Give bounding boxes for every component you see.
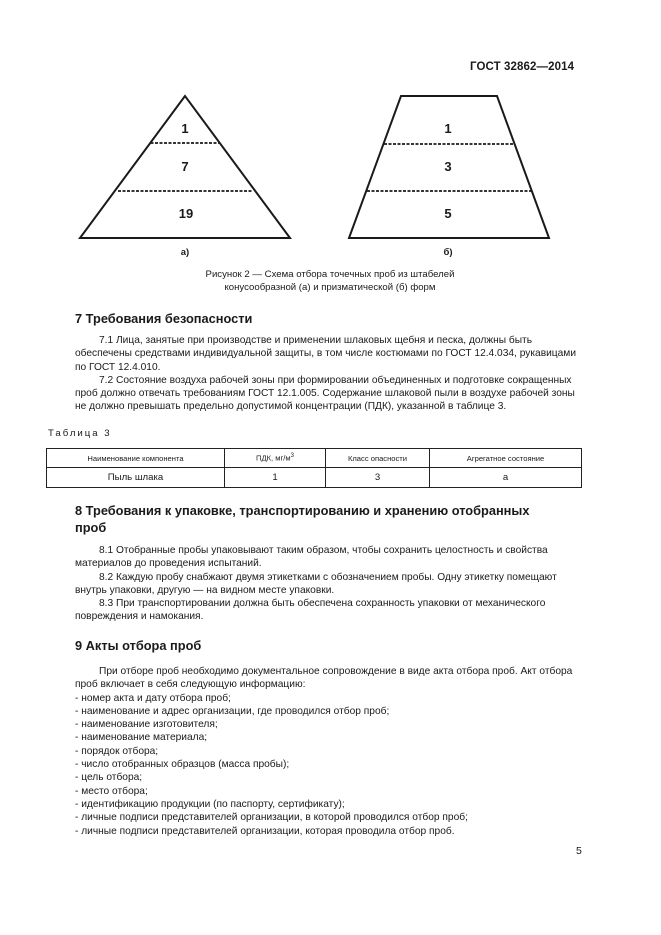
prism-layer-label: 3 xyxy=(444,159,452,174)
section-7-heading: 7 Требования безопасности xyxy=(75,311,253,326)
table-header-row xyxy=(47,449,582,468)
heading-line: 8 Требования к упаковке, транспортированию и хранению отобранных xyxy=(75,503,530,518)
list-item: - цель отбора; xyxy=(75,772,143,784)
section-9-heading: 9 Акты отбора проб xyxy=(75,638,202,653)
list-item: - порядок отбора; xyxy=(75,745,159,757)
table-header-cell: Класс опасности xyxy=(326,449,430,468)
table-header-cell: Агрегатное состояние xyxy=(430,449,582,468)
table-header-cell: ПДК, $мг/м^3$ xyxy=(225,449,326,468)
cone-layer-label: 7 xyxy=(181,159,189,174)
section-8-body xyxy=(75,544,583,624)
document-header: ГОСТ 32862—2014 xyxy=(470,61,575,73)
figure-label-a: а) xyxy=(180,247,190,258)
heading-line: проб xyxy=(75,520,107,535)
prism-layer-label: 5 xyxy=(444,206,452,221)
paragraph: 8.3 При транспортировании должна быть обеспечена сохранность упаковки от механического повреждения и намокания. xyxy=(75,598,546,623)
section-8-heading xyxy=(75,502,585,536)
cone-pile-diagram xyxy=(80,96,290,258)
table-cell: 1 xyxy=(225,468,326,488)
paragraph: 8.1 Отобранные пробы упаковывают таким образом, чтобы сохранить целостность и свойства материалов до проведения испытаний. xyxy=(75,545,548,570)
list-item: - место отбора; xyxy=(75,785,148,797)
section-7-body xyxy=(75,334,583,414)
list-item: - личные подписи представителей организации, в которой проводился отбор проб; xyxy=(75,812,468,824)
page-number: 5 xyxy=(576,845,582,857)
cone-layer-label: 19 xyxy=(178,206,194,221)
list-item: - число отобранных образцов (масса пробы); xyxy=(75,759,290,771)
paragraph: 8.2 Каждую пробу снабжают двумя этикетками с обозначением пробы. Одну этикетку помещают внутрь упаковки, другую — на видном месте упаковки. xyxy=(75,571,557,596)
figure-caption-line: конусообразной (а) и призматической (б) форм xyxy=(224,282,436,293)
table-caption: Таблица 3 xyxy=(48,428,112,439)
table-row xyxy=(47,468,582,488)
list-item: - наименование материала; xyxy=(75,732,208,744)
figure-caption-line: Рисунок 2 — Схема отбора точечных проб из штабелей xyxy=(205,269,455,280)
list-item: - номер акта и дату отбора проб; xyxy=(75,692,231,704)
list-item: - личные подписи представителей организации, которая проводила отбор проб. xyxy=(75,825,455,837)
table-3 xyxy=(46,448,582,488)
figure-caption xyxy=(100,268,560,294)
paragraph: 7.1 Лица, занятые при производстве и применении шлаковых щебня и песка, должны быть обеспечены средствами индивидуальной защиты, в том числе костюмами по ГОСТ 12.4.034, рукавицами по ГОСТ 12.4.010. xyxy=(75,335,577,373)
paragraph: При отборе проб необходимо документальное сопровождение в виде акта отбора проб. Акт отбора проб включает в себя следующую информацию: xyxy=(75,666,573,691)
sampling-scheme-figure xyxy=(0,0,661,300)
table-header-cell: Наименование компонента xyxy=(47,449,225,468)
section-9-body xyxy=(75,665,583,838)
cone-layer-label: 1 xyxy=(181,121,189,136)
table-cell: а xyxy=(430,468,582,488)
prismatic-pile-diagram xyxy=(349,96,549,258)
list-item: - наименование и адрес организации, где проводился отбор проб; xyxy=(75,705,390,717)
list-item: - идентификацию продукции (по паспорту, сертификату); xyxy=(75,798,345,810)
table-cell: 3 xyxy=(326,468,430,488)
info-list xyxy=(75,692,583,838)
paragraph: 7.2 Состояние воздуха рабочей зоны при формировании объединенных и подготовке сокращенных проб должно отвечать требованиям ГОСТ 12.1.005. Содержание шлаковой пыли в воздухе рабочей зоны не должно превышать предельно допустимой концентрации (ПДК), указанной в таблице 3. xyxy=(75,374,575,413)
figure-label-b: б) xyxy=(443,247,453,258)
table-cell: Пыль шлака xyxy=(47,468,225,488)
list-item: - наименование изготовителя; xyxy=(75,719,218,731)
prism-layer-label: 1 xyxy=(444,121,452,136)
